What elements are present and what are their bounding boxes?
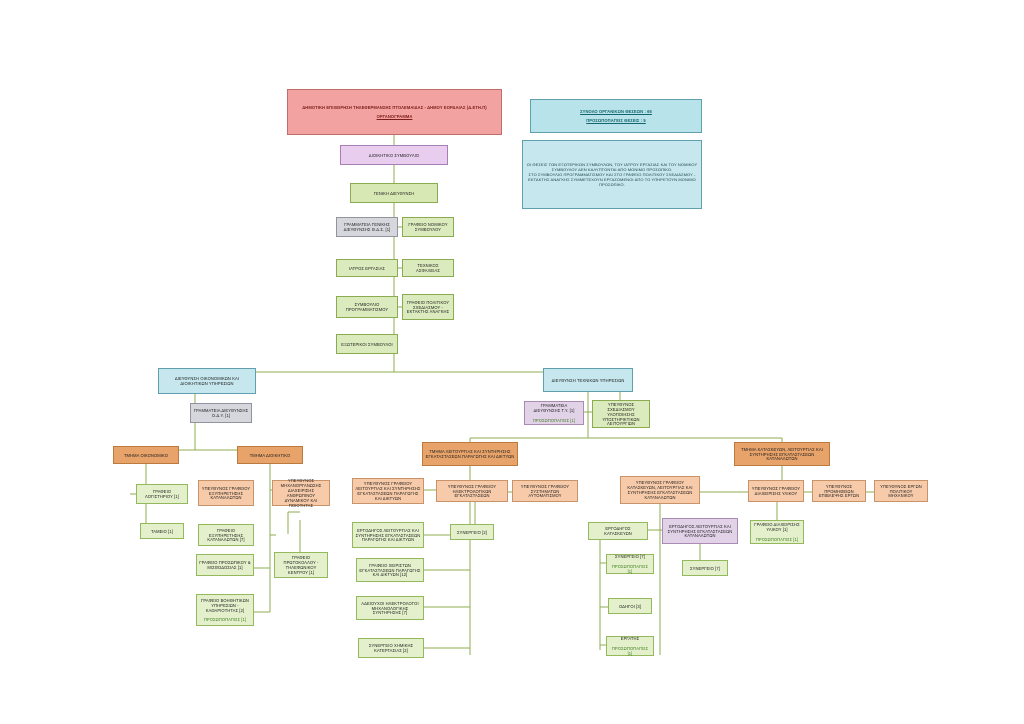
- node-consumer-service-officer[interactable]: [198, 480, 254, 506]
- node-personnel-payroll-office[interactable]: [196, 554, 254, 576]
- label: ΕΡΓΑΤΗΣ: [620, 636, 640, 642]
- node-direction-technical[interactable]: [543, 368, 633, 392]
- label: ΥΠΕΥΘΥΝΟΣ ΓΡΑΦΕΙΟΥ ΣΥΣΤΗΜΑΤΩΝ ΑΥΤΟΜΑΤΙΣΜΟΥ: [520, 483, 570, 499]
- node-support-cleaning-office[interactable]: [196, 594, 254, 626]
- node-operation-maintenance-office-head[interactable]: [352, 478, 424, 504]
- label: ΥΠΕΥΘΥΝΟΣ ΓΡΑΦΕΙΟΥ ΚΑΤΑΣΚΕΥΩΝ, ΛΕΙΤΟΥΡΓΙΑΣ ΚΑΙ ΣΥΝΤΗΡΗΣΗΣ ΕΓΚΑΤΑΣΤΑΣΕΩΝ ΚΑΤΑΝΑΛΩΤΩΝ: [627, 480, 693, 500]
- label: ΤΜΗΜΑ ΛΕΙΤΟΥΡΓΙΑΣ ΚΑΙ ΣΥΝΤΗΡΗΣΗΣ ΕΓΚΑΤΑΣΤΑΣΕΩΝ ΠΑΡΑΓΩΓΗΣ ΚΑΙ ΔΙΚΤΥΩΝ: [425, 449, 515, 459]
- node-secretariat-technical-direction[interactable]: [524, 401, 584, 425]
- node-legal-advisor-office[interactable]: [402, 217, 454, 237]
- node-accounting-office[interactable]: [136, 484, 188, 504]
- node-material-management-office[interactable]: [750, 520, 804, 544]
- sublabel: ΠΡΟΣΩΠΟΠΑΓΕΙΣ [1]: [611, 646, 649, 656]
- label: ΣΥΝΕΡΓΕΙΟ [7]: [690, 565, 720, 571]
- legend-note-2: ΣΤΟ ΣΥΜΒΟΥΛΙΟ ΠΡΟΓΡΑΜΜΑΤΙΣΜΟΥ ΚΑΙ ΣΤΟ ΓΡΑΦΕΙΟ ΠΟΛΙΤΙΚΟΥ ΣΧΕΔΙΑΣΜΟΥ - ΕΚΤΑΚΤΗΣ ΑΝΑΓΚΗΣ ΣΥΜΜΕΤΕΧΟΥΝ ΕΡΓΑΖΟΜΕΝΟΙ ΑΠΟ ΤΟ ΥΠΗΡΕΤΟΥΝ ΜΟΝΙΜΟ ΠΡΟΣΩΠΙΚΟ.: [528, 172, 696, 187]
- label: ΓΡΑΜΜΑΤΕΙΑ ΓΕΝΙΚΗΣ ΔΙΕΥΘΥΝΣΗΣ Θ.Δ.Σ. [1]: [343, 222, 391, 232]
- node-direction-financial-admin[interactable]: [158, 368, 256, 394]
- label: ΕΡΓΟΔΗΓΟΣ ΛΕΙΤΟΥΡΓΙΑΣ ΚΑΙ ΣΥΝΤΗΡΗΣΗΣ ΕΓΚΑΤΑΣΤΑΣΕΩΝ ΚΑΤΑΝΑΛΩΤΩΝ: [667, 523, 733, 539]
- node-material-management-office-head[interactable]: [748, 480, 804, 502]
- node-board-label: ΔΙΟΙΚΗΤΙΚΟ ΣΥΜΒΟΥΛΙΟ: [368, 152, 420, 158]
- node-protocol-switchboard-office[interactable]: [274, 552, 328, 578]
- label: ΕΞΩΤΕΡΙΚΟΙ ΣΥΜΒΟΥΛΟΙ: [341, 341, 393, 347]
- label: ΥΠΕΥΘΥΝΟΣ ΓΡΑΦΕΙΟΥ ΕΞΥΠΗΡΕΤΗΣΗΣ ΚΑΤΑΝΑΛΩΤΩΝ: [201, 485, 251, 501]
- node-consumer-installations-office-head[interactable]: [620, 476, 700, 504]
- node-safety-technician[interactable]: [402, 259, 454, 277]
- node-dept-operation-maintenance[interactable]: [422, 442, 518, 466]
- node-electrical-crew[interactable]: [450, 524, 494, 540]
- node-civil-engineer-works-head[interactable]: [874, 480, 928, 502]
- node-foreman-consumer-operation[interactable]: [662, 518, 738, 544]
- label: ΓΡΑΦΕΙΟ ΠΟΛΙΤΙΚΟΥ ΣΧΕΔΙΑΣΜΟΥ - ΕΚΤΑΚΤΗΣ ΑΝΑΓΚΗΣ: [406, 299, 450, 315]
- node-civil-planning-office[interactable]: [402, 294, 454, 320]
- label: ΤΜΗΜΑ ΟΙΚΟΝΟΜΙΚΟ: [123, 452, 169, 458]
- node-external-advisors[interactable]: [336, 334, 398, 354]
- label: ΑΔΕΙΟΥΧΟΙ ΗΛΕΚΤΡΟΛΟΓΟΙ ΜΗΧΑΝΟΛΟΓΙΚΗΣ ΣΥΝΤΗΡΗΣΗΣ [7]: [361, 600, 419, 616]
- label: ΤΑΜΕΙΟ [1]: [150, 528, 174, 534]
- node-dept-administrative[interactable]: [237, 446, 303, 464]
- node-consumer-service-office[interactable]: [198, 524, 254, 546]
- title-line2: ΟΡΓΑΝΟΓΡΑΜΜΑ: [376, 114, 413, 120]
- legend-note-box: [522, 140, 702, 209]
- node-consumer-crew[interactable]: [682, 560, 728, 576]
- label: ΣΥΝΕΡΓΕΙΟ [2]: [457, 529, 487, 535]
- sublabel: ΠΡΟΣΩΠΟΠΑΓΕΙΣ [1]: [755, 536, 799, 542]
- node-licensed-electricians[interactable]: [356, 596, 424, 620]
- label: ΥΠΕΥΘΥΝΟΣ ΓΡΑΦΕΙΟΥ ΗΛΕΚΤΡΟΛΟΓΙΚΩΝ ΕΓΚΑΤΑΣΤΑΣΕΩΝ: [447, 483, 497, 499]
- label: ΔΙΕΥΘΥΝΣΗ ΤΕΧΝΙΚΩΝ ΥΠΗΡΕΣΙΩΝ: [551, 377, 625, 383]
- node-cashier[interactable]: [140, 523, 184, 539]
- title-box: [287, 89, 502, 135]
- label: ΓΡΑΦΕΙΟ ΧΕΙΡΙΣΤΩΝ ΕΓΚΑΤΑΣΤΑΣΕΩΝ ΠΑΡΑΓΩΓΗΣ ΚΑΙ ΔΙΚΤΥΩΝ [12]: [359, 562, 421, 578]
- label: ΓΡΑΦΕΙΟ ΒΟΗΘΗΤΙΚΩΝ ΥΠΗΡΕΣΙΩΝ - ΚΑΘΑΡΙΟΤΗΤΑΣ [2]: [201, 597, 249, 613]
- sublabel: ΠΡΟΣΩΠΟΠΑΓΕΙΣ [1]: [532, 417, 576, 423]
- node-construction-crew[interactable]: [606, 554, 654, 574]
- label: ΟΔΗΓΟΙ [3]: [618, 603, 642, 609]
- node-board[interactable]: [340, 145, 448, 165]
- label: ΕΡΓΟΔΗΓΟΣ ΚΑΤΑΣΚΕΥΩΝ: [604, 526, 632, 536]
- node-worker[interactable]: [606, 636, 654, 656]
- node-drivers[interactable]: [608, 598, 652, 614]
- label: ΥΠΕΥΘΥΝΟΣ ΣΧΕΔΙΑΣΜΟΥ ΥΛΟΠΟΙΗΣΗΣ ΥΠΟΣΤΗΡΙΚΤΙΚΩΝ ΛΕΙΤΟΥΡΓΙΩΝ: [602, 401, 640, 427]
- node-electrical-installations-office-head[interactable]: [436, 480, 508, 502]
- label: ΥΠΕΥΘΥΝΟΣ ΜΗΧΑΝΟΡΓΑΝΩΣΗΣ ΔΙΑΧΕΙΡΙΣΗΣ ΑΝΘΡΩΠΙΝΟΥ ΔΥΝΑΜΙΚΟΥ ΚΑΙ ΠΟΙΟΤΗΤΑΣ: [280, 478, 322, 508]
- label: ΥΠΕΥΘΥΝΟΣ ΓΡΑΦΕΙΟΥ ΔΙΑΧΕΙΡΙΣΗΣ ΥΛΙΚΟΥ: [751, 486, 801, 496]
- sublabel: ΠΡΟΣΩΠΟΠΑΓΕΙΣ [1]: [203, 617, 247, 623]
- label: ΓΡΑΦΕΙΟ ΝΟΜΙΚΟΥ ΣΥΜΒΟΥΛΟΥ: [408, 222, 448, 232]
- label: ΓΡΑΦΕΙΟ ΠΡΟΣΩΠΙΚΟΥ & ΜΙΣΘΟΔΟΣΙΑΣ [1]: [199, 560, 251, 570]
- label: ΓΡΑΦΕΙΟ ΕΞΥΠΗΡΕΤΗΣΗΣ ΚΑΤΑΝΑΛΩΤΩΝ [7]: [207, 527, 245, 543]
- label: ΓΡΑΜΜΑΤΕΙΑ ΔΙΕΥΘΥΝΣΗΣ Τ.Υ. [1]: [533, 403, 575, 414]
- label: ΥΠΕΥΘΥΝΟΣ ΓΡΑΦΕΙΟΥ ΛΕΙΤΟΥΡΓΙΑΣ ΚΑΙ ΣΥΝΤΗΡΗΣΗΣ ΕΓΚΑΤΑΣΤΑΣΕΩΝ ΠΑΡΑΓΩΓΗΣ ΚΑΙ ΔΙΚΤΥΩΝ: [355, 481, 421, 501]
- legend-total-positions: ΣΥΝΟΛΟ ΟΡΓΑΝΙΚΩΝ ΘΕΣΕΩΝ : 65: [580, 109, 652, 115]
- legend-personal-positions: ΠΡΟΣΩΠΟΠΑΓΕΙΣ ΘΕΣΕΙΣ : 5: [586, 118, 646, 123]
- node-automation-systems-office-head[interactable]: [512, 480, 578, 502]
- node-construction-foreman[interactable]: [588, 522, 648, 540]
- label: ΕΡΓΟΔΗΓΟΣ ΛΕΙΤΟΥΡΓΙΑΣ ΚΑΙ ΣΥΝΤΗΡΗΣΗΣ ΕΓΚΑΤΑΣΤΑΣΕΩΝ ΠΑΡΑΓΩΓΗΣ ΚΑΙ ΔΙΚΤΥΩΝ: [355, 527, 421, 543]
- node-dept-consumer-installations[interactable]: [734, 442, 830, 466]
- label: ΙΑΤΡΟΣ ΕΡΓΑΣΙΑΣ: [348, 265, 386, 271]
- node-foreman-operation-maintenance[interactable]: [352, 522, 424, 548]
- node-operators-office[interactable]: [356, 558, 424, 582]
- label: ΤΕΧΝΙΚΟΣ ΑΣΦΑΛΕΙΑΣ: [416, 263, 440, 273]
- label: ΓΡΑΦΕΙΟ ΠΡΩΤΟΚΟΛΛΟΥ - ΤΗΛΕΦΩΝΙΚΟΥ ΚΕΝΤΡΟΥ [1]: [283, 555, 319, 575]
- label: ΣΥΝΕΡΓΕΙΟ ΧΗΜΙΚΗΣ ΚΑΤΕΡΓΑΣΙΑΣ [2]: [368, 643, 414, 653]
- node-general-direction-label: ΓΕΝΙΚΗ ΔΙΕΥΘΥΝΣΗ: [373, 190, 415, 196]
- label: ΤΜΗΜΑ ΚΑΤΑΣΚΕΥΩΝ, ΛΕΙΤΟΥΡΓΙΑΣ ΚΑΙ ΣΥΝΤΗΡΗΣΗΣ ΕΓΚΑΤΑΣΤΑΣΕΩΝ ΚΑΤΑΝΑΛΩΤΩΝ: [741, 446, 823, 462]
- sublabel: ΠΡΟΣΩΠΟΠΑΓΕΙΣ [1]: [611, 564, 649, 574]
- label: ΔΙΕΥΘΥΝΣΗ ΟΙΚΟΝΟΜΙΚΩΝ ΚΑΙ ΔΙΟΙΚΗΤΙΚΩΝ ΥΠΗΡΕΣΙΩΝ: [174, 376, 240, 386]
- node-general-direction[interactable]: [350, 183, 438, 203]
- label: ΣΥΜΒΟΥΛΙΟ ΠΡΟΓΡΑΜΜΑΤΙΣΜΟΥ: [345, 302, 389, 312]
- label: ΥΠΕΥΘΥΝΟΣ ΕΡΓΩΝ ΠΟΛΙΤΙΚΟΥ ΜΗΧΑΝΙΚΟΥ: [880, 483, 922, 499]
- node-secretariat-financial-direction[interactable]: [190, 403, 252, 423]
- legend-note-1: ΟΙ ΘΕΣΕΙΣ ΤΩΝ ΕΞΩΤΕΡΙΚΩΝ ΣΥΜΒΟΥΛΩΝ, ΤΟΥ ΙΑΤΡΟΥ ΕΡΓΑΣΙΑΣ ΚΑΙ ΤΟΥ ΝΟΜΙΚΟΥ ΣΥΜΒΟΥΛΟΥ ΔΕΝ ΚΑΛΥΠΤΟΝΤΑΙ ΑΠΟ ΜΟΝΙΜΟ ΠΡΟΣΩΠΙΚΟ.: [526, 162, 698, 172]
- node-procurement-works-supervision-head[interactable]: [812, 480, 866, 502]
- label: ΥΠΕΥΘΥΝΟΣ ΠΡΟΜΗΘΕΙΩΝ ΕΠΙΒΛΕΨΗΣ ΕΡΓΩΝ: [818, 483, 860, 499]
- node-programming-council[interactable]: [336, 296, 398, 318]
- title-line1: ΔΗΜΟΤΙΚΗ ΕΠΙΧΕΙΡΗΣΗ ΤΗΛΕΘΕΡΜΑΝΣΗΣ ΠΤΟΛΕΜΑΙΔΑΣ - ΔΗΜΟΥ ΕΟΡΔΑΙΑΣ (Δ.ΕΤΗ.Π): [302, 104, 487, 110]
- node-it-hr-quality-officer[interactable]: [272, 480, 330, 506]
- label: ΤΜΗΜΑ ΔΙΟΙΚΗΤΙΚΟ: [249, 452, 291, 458]
- label: ΓΡΑΦΕΙΟ ΔΙΑΧΕΙΡΙΣΗΣ ΥΛΙΚΟΥ [1]: [754, 522, 800, 533]
- node-support-functions-officer[interactable]: [592, 400, 650, 428]
- legend-counts-box: [530, 99, 702, 133]
- node-occupational-doctor[interactable]: [336, 259, 398, 277]
- label: ΓΡΑΜΜΑΤΕΙΑ ΔΙΕΥΘΥΝΣΗΣ Ο.Δ.Υ. [1]: [193, 408, 249, 418]
- node-secretariat-general-direction[interactable]: [336, 217, 398, 237]
- node-chemical-treatment-crew[interactable]: [358, 638, 424, 658]
- node-dept-financial[interactable]: [113, 446, 179, 464]
- label: ΣΥΝΕΡΓΕΙΟ [7]: [615, 554, 645, 560]
- label: ΓΡΑΦΕΙΟ ΛΟΓΙΣΤΗΡΙΟΥ [1]: [145, 489, 179, 499]
